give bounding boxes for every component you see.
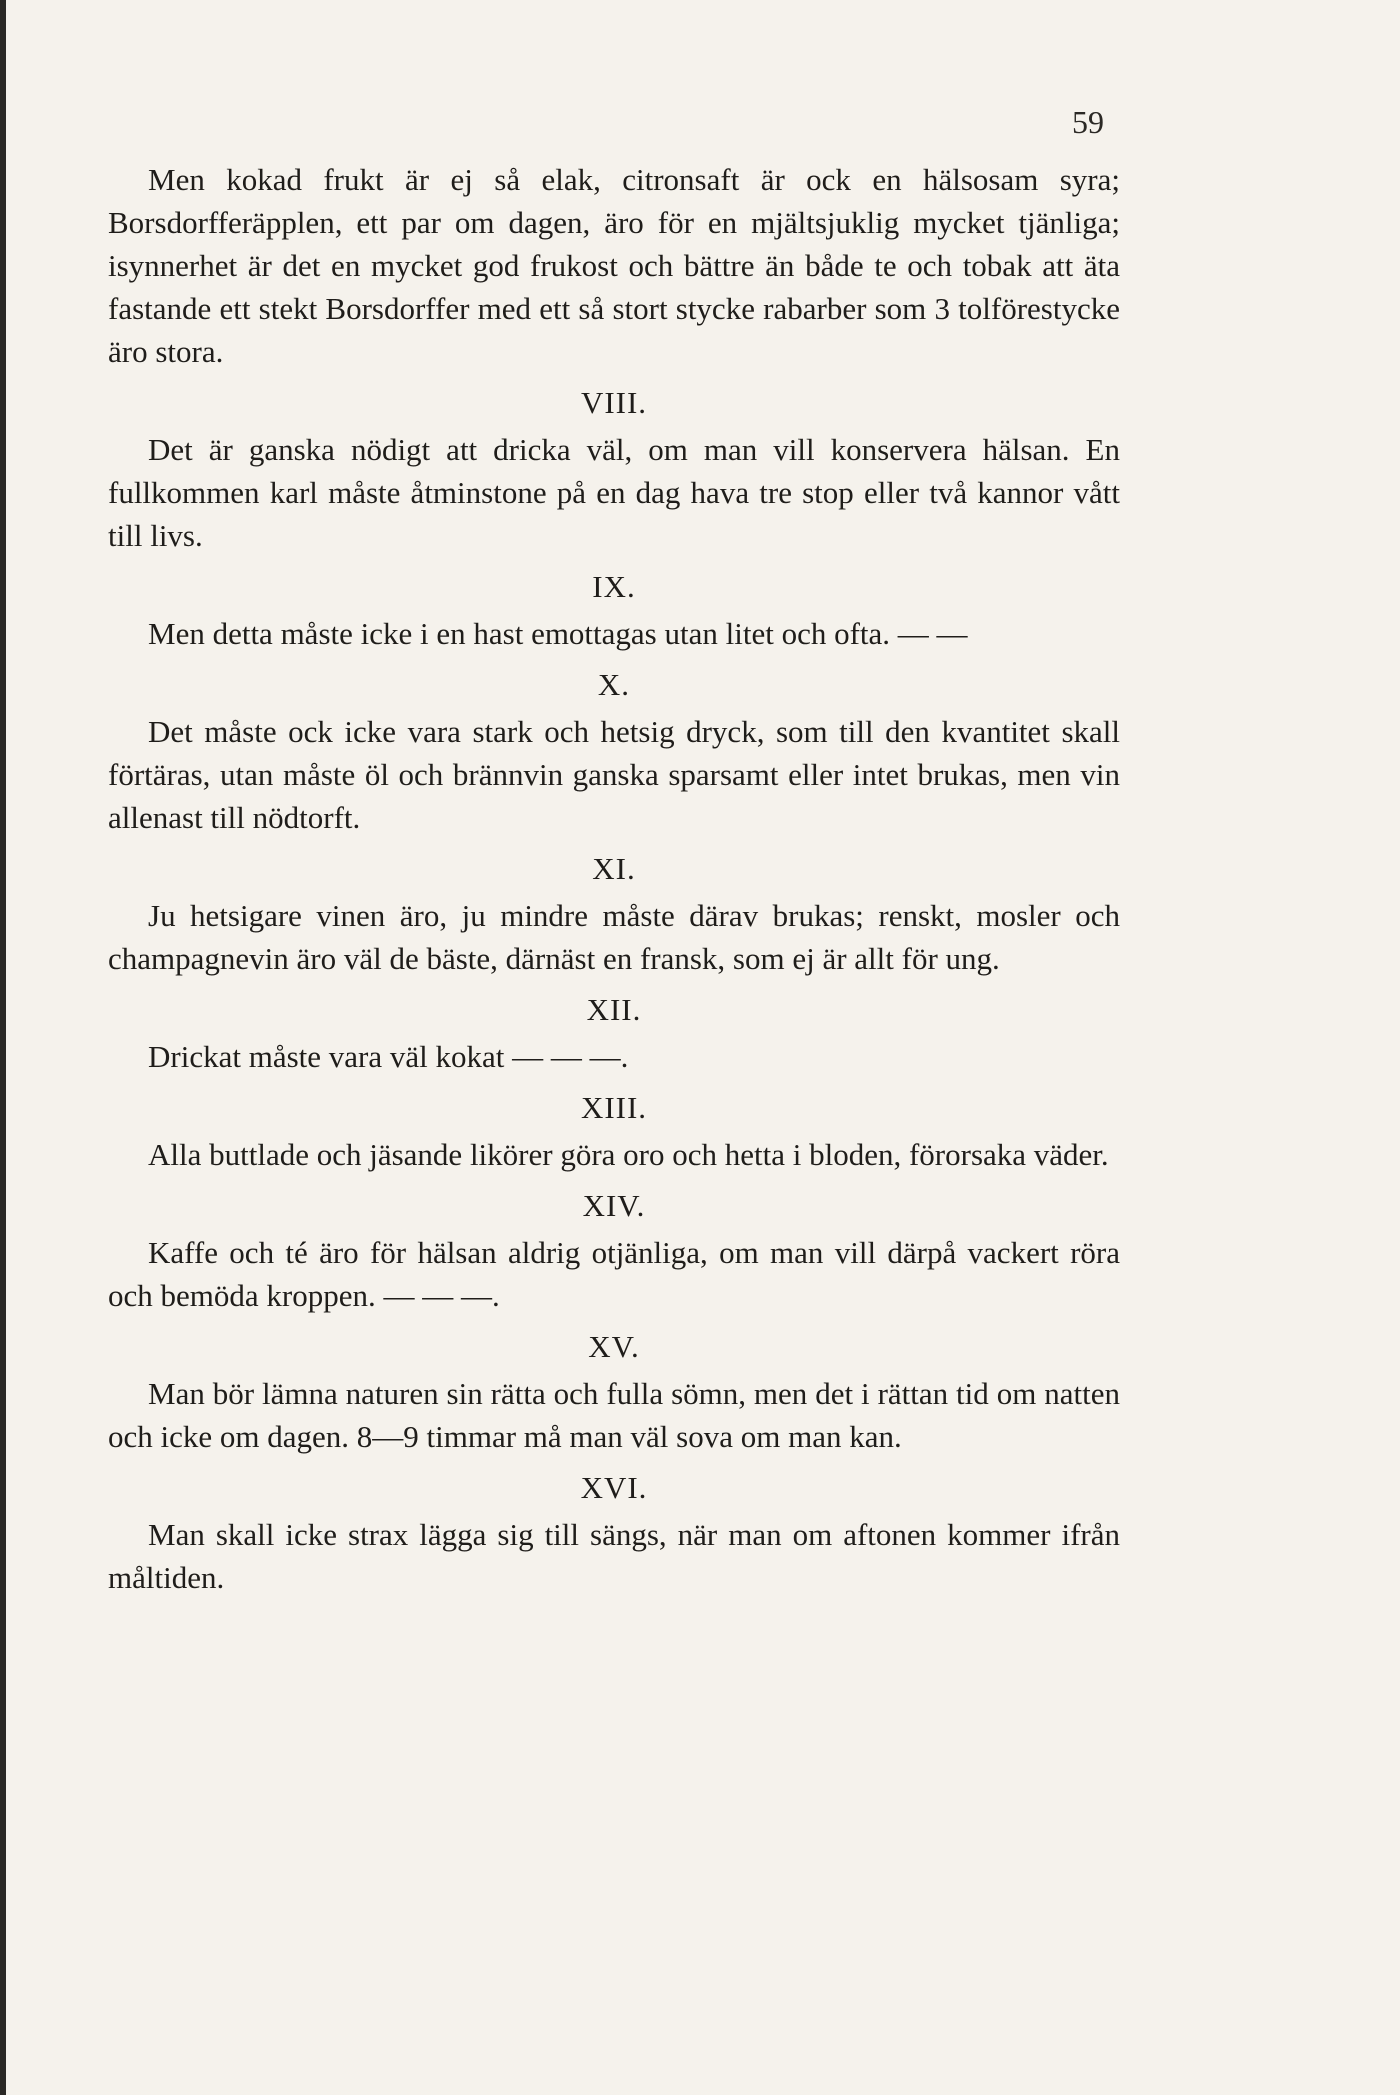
section-numeral-xiv: XIV. [582, 1188, 646, 1223]
section-numeral-viii: VIII. [580, 385, 648, 420]
paragraph-xii: Drickat måste vara väl kokat — — —. [148, 1039, 629, 1074]
page-number: 59 [1072, 104, 1104, 140]
section-numeral-xiii: XIII. [580, 1090, 648, 1125]
paragraph-xv: Man bör lämna naturen sin rätta och fulla sömn, men det i rättan tid om natten och icke om dagen. 8—9 timmar må man väl sova om man kan. [108, 1376, 1120, 1454]
section-numeral-xvi: XVI. [580, 1470, 648, 1505]
page-binding-edge [0, 0, 6, 2095]
paragraph-intro: Men kokad frukt är ej så elak, citronsaft är ock en hälsosam syra; Borsdorfferäpplen, ett par om dagen, äro för en mjältsjuklig mycket tjänliga; isynnerhet är det en mycket god frukost och bättre än både te och tobak att äta fastande ett stekt Borsdorffer med ett så stort stycke rabarber som 3 tolförestycke äro stora. [108, 162, 1120, 369]
paragraph-xi: Ju hetsigare vinen äro, ju mindre måste därav brukas; renskt, mosler och champagnevin äro väl de bäste, därnäst en fransk, som ej är allt för ung. [108, 898, 1120, 976]
paragraph-ix: Men detta måste icke i en hast emottagas utan litet och ofta. — — [148, 616, 968, 651]
section-numeral-xi: XI. [592, 851, 636, 886]
paragraph-x: Det måste ock icke vara stark och hetsig dryck, som till den kvantitet skall förtäras, utan måste öl och brännvin ganska sparsamt eller intet brukas, men vin allenast till nödtorft. [108, 714, 1120, 835]
paragraph-xiv: Kaffe och té äro för hälsan aldrig otjänliga, om man vill därpå vackert röra och bemöda kroppen. — — —. [108, 1235, 1120, 1313]
section-numeral-xv: XV. [588, 1329, 640, 1364]
paragraph-xiii: Alla buttlade och jäsande likörer göra oro och hetta i bloden, förorsaka väder. [148, 1137, 1109, 1172]
section-numeral-x: X. [597, 667, 631, 702]
paragraph-xvi: Man skall icke strax lägga sig till sängs, när man om aftonen kommer ifrån måltiden. [108, 1517, 1120, 1595]
text-block [108, 158, 1120, 1599]
section-numeral-xii: XII. [586, 992, 642, 1027]
section-numeral-ix: IX. [592, 569, 636, 604]
paragraph-viii: Det är ganska nödigt att dricka väl, om man vill konservera hälsan. En fullkommen karl måste åtminstone på en dag hava tre stop eller två kannor vått till livs. [108, 432, 1120, 553]
